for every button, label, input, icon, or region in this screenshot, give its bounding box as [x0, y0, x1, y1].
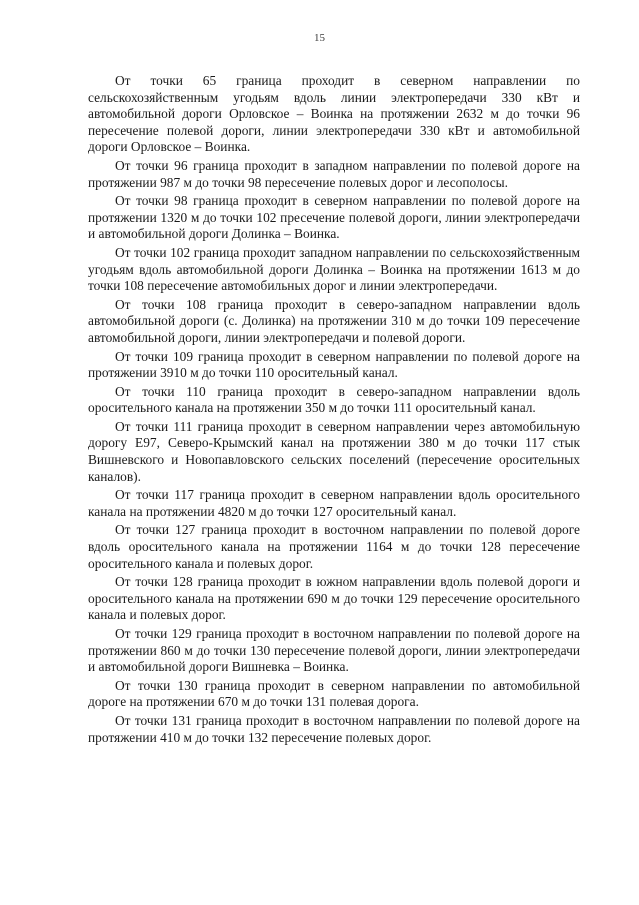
paragraph: От точки 117 граница проходит в северном направлении вдоль оросительного канала на протяжении 4820 м до точки 127 оросительный канал. — [88, 487, 580, 519]
document-body — [88, 73, 580, 748]
paragraph: От точки 109 граница проходит в северном направлении по полевой дороге на протяжении 3910 м до точки 110 оросительный канал. — [88, 348, 580, 381]
paragraph: От точки 102 граница проходит западном направлении по сельскохозяйственным угодьям вдоль автомобильной дороги Долинка – Воинка на протяжении 1613 м до точки 108 пересечение автомобильных дорог и линии электропередачи. — [88, 244, 580, 294]
paragraph: От точки 98 граница проходит в северном направлении по полевой дороге на протяжении 1320 м до точки 102 пресечение полевой дороги, линии электропередачи и автомобильной дороги Долинка – Воинка. — [88, 193, 580, 242]
page-number: 15 — [314, 32, 325, 44]
paragraph: От точки 130 граница проходит в северном направлении по автомобильной дороге на протяжении 670 м до точки 131 полевая дорога. — [88, 677, 580, 710]
paragraph: От точки 108 граница проходит в северо-западном направлении вдоль автомобильной дороги (с. Долинка) на протяжении 310 м до точки 109 пересечение автомобильной дороги, линии электропередачи и полевой дороги. — [88, 296, 580, 345]
paragraph: От точки 96 граница проходит в западном направлении по полевой дороге на протяжении 987 м до точки 98 пересечение полевых дорог и лесополосы. — [88, 157, 580, 190]
paragraph: От точки 128 граница проходит в южном направлении вдоль полевой дороги и оросительного канала на протяжении 690 м до точки 129 пересечение оросительного канала и полевых дорог. — [88, 574, 580, 623]
paragraph: От точки 110 граница проходит в северо-западном направлении вдоль оросительного канала на протяжении 350 м до точки 111 оросительный канал. — [88, 383, 580, 416]
paragraph: От точки 65 граница проходит в северном направлении по сельскохозяйственным угодьям вдоль линии электропередачи 330 кВт и автомобильной дороги Орловское – Воинка на протяжении 2632 м до точки 96 пересечение полевой дороги, линии электропередачи 330 кВт и автомобильной дороги Орловское – Воинка. — [88, 73, 580, 155]
paragraph: От точки 111 граница проходит в северном направлении через автомобильную дорогу Е97, Северо-Крымский канал на протяжении 380 м до точки 117 стык Вишневского и Новопавловского сельских поселений (пересечение оросительных каналов). — [88, 418, 580, 484]
paragraph: От точки 127 граница проходит в восточном направлении по полевой дороге вдоль оросительного канала на протяжении 1164 м до точки 128 пересечение оросительного канала и полевых дорог. — [88, 522, 580, 571]
paragraph: От точки 131 граница проходит в восточном направлении по полевой дороге на протяжении 410 м до точки 132 пересечение полевых дорог. — [88, 712, 580, 745]
paragraph: От точки 129 граница проходит в восточном направлении по полевой дороге на протяжении 860 м до точки 130 пересечение полевой дороги, линии электропередачи и автомобильной дороги Вишневка – Воинка. — [88, 626, 580, 675]
